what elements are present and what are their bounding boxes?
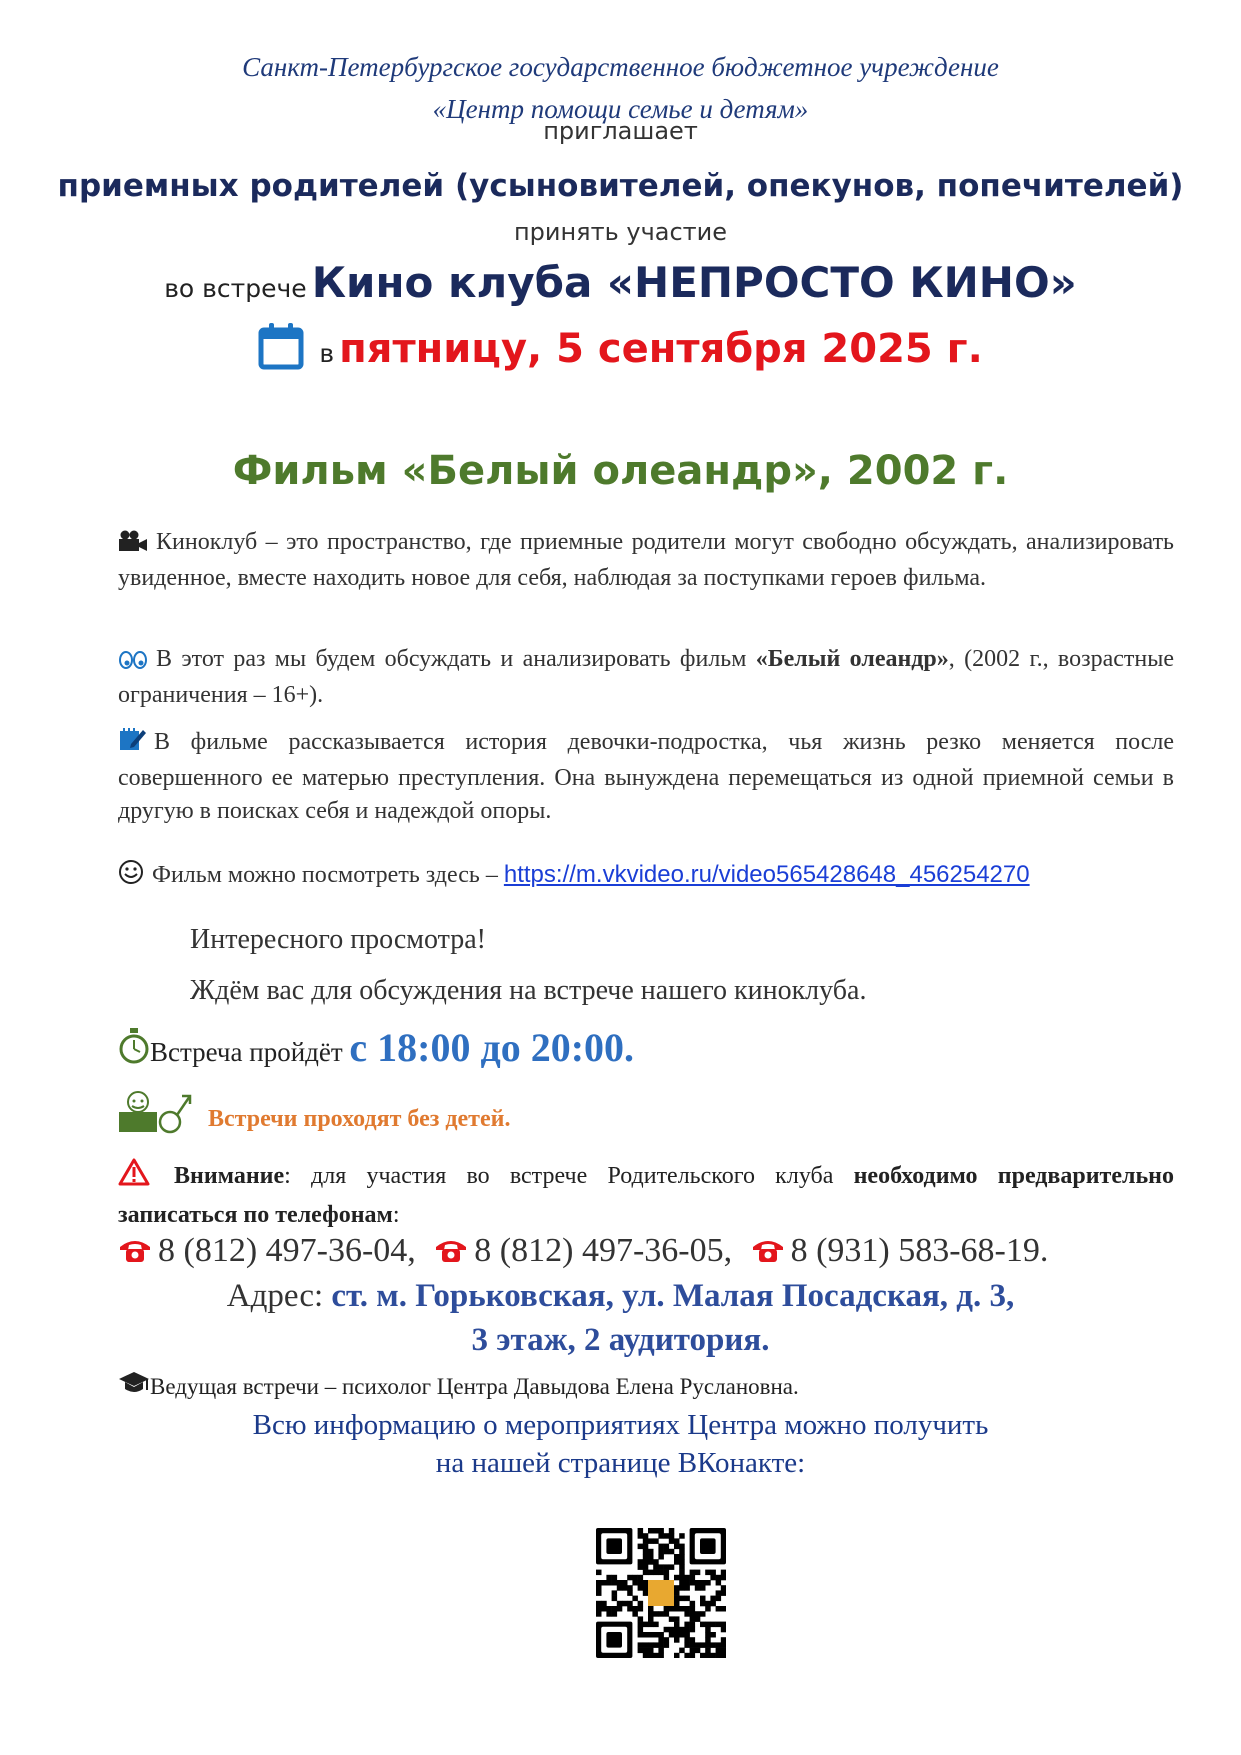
time-line [118, 1024, 634, 1072]
phone-1 [118, 1232, 424, 1269]
time-value: с 18:00 до 20:00. [349, 1025, 635, 1070]
org-line-2: «Центр помощи семье и детям» [432, 94, 809, 124]
eyes-icon [118, 646, 148, 679]
family-no-kids-icon [118, 1088, 198, 1139]
smiley-icon [118, 859, 144, 895]
attention-text-2: : [392, 1202, 400, 1228]
phone-2 [434, 1232, 740, 1269]
graduation-cap-icon [118, 1370, 150, 1402]
info-block [0, 1406, 1241, 1482]
invites-text: приглашает [543, 117, 698, 145]
event-date: пятницу, 5 сентября 2025 г. [339, 326, 983, 372]
wish-enjoy: Интересного просмотра! [190, 924, 486, 955]
phone-3 [751, 1232, 1049, 1269]
attention-label: Внимание [174, 1163, 285, 1189]
attention-required: необходимо предварительно записаться по телефонам [118, 1163, 1174, 1228]
address-line-2 [0, 1318, 1241, 1362]
paragraph-2-a: В этот раз мы будем обсуждать и анализировать фильм [156, 646, 756, 672]
phone-icon [118, 1234, 152, 1272]
audience-text: приемных родителей (усыновителей, опекунов, попечителей) [57, 168, 1184, 204]
paragraph-3-text: В фильме рассказывается история девочки-подростка, чья жизнь резко меняется после совершенного ее матерью преступления. Она вынуждена перемещаться из одной приемной семьи в другую в поисках себя и надеждой опоры. [118, 729, 1174, 824]
film-video-link[interactable]: https://m.vkvideo.ru/video565428648_456254270 [503, 861, 1030, 888]
host-text: Ведущая встречи – психолог Центра Давыдова Елена Руслановна. [150, 1374, 799, 1399]
meeting-prefix: во встрече [164, 274, 307, 303]
take-part-text: принять участие [513, 218, 728, 246]
time-prefix: Встреча пройдёт [150, 1037, 343, 1067]
phone-icon [751, 1234, 785, 1272]
club-name: Кино клуба «НЕПРОСТО КИНО» [311, 258, 1077, 307]
phone-3-number: 8 (931) 583-68-19. [790, 1232, 1049, 1269]
no-kids-notice: Встречи проходят без детей. [208, 1106, 511, 1132]
address-floor: 3 этаж, 2 аудитория. [471, 1322, 770, 1358]
phone-1-number: 8 (812) 497-36-04, [158, 1232, 416, 1269]
date-line [0, 322, 1241, 374]
address-label: Адрес: [226, 1278, 324, 1314]
movie-camera-icon [118, 529, 148, 562]
paragraph-2-film: «Белый олеандр» [755, 646, 949, 672]
paragraph-this-time [118, 643, 1174, 712]
paragraph-2-b: , (2002 г., возрастные ограничения – 16+). [118, 646, 1174, 708]
phone-2-number: 8 (812) 497-36-05, [474, 1232, 733, 1269]
wish-discussion: Ждём вас для обсуждения на встрече нашего киноклуба. [190, 975, 867, 1006]
warning-icon [118, 1158, 150, 1197]
calendar-icon [258, 322, 304, 374]
stopwatch-icon [118, 1027, 150, 1072]
phone-icon [434, 1234, 468, 1272]
info-line-1: Всю информацию о мероприятиях Центра можно получить [252, 1409, 989, 1441]
address-street: ст. м. Горьковская, ул. Малая Посадская, д. 3, [331, 1278, 1015, 1314]
attention-block [118, 1158, 1174, 1233]
attention-text-1: : для участия во встрече Родительского клуба [284, 1163, 854, 1189]
watch-prefix: Фильм можно посмотреть здесь – [152, 862, 504, 888]
vk-qr-code[interactable] [596, 1528, 726, 1658]
paragraph-1-text: Киноклуб – это пространство, где приемные родители могут свободно обсуждать, анализировать увиденное, вместе находить новое для себя, наблюдая за поступками героев фильма. [118, 529, 1174, 591]
info-line-2: на нашей странице ВКонакте: [435, 1447, 806, 1479]
paragraph-plot [118, 726, 1174, 828]
watch-line [118, 858, 1174, 895]
address-block [0, 1274, 1241, 1362]
org-line-1: Санкт-Петербургское государственное бюджетное учреждение [242, 52, 999, 82]
film-title: Фильм «Белый олеандр», 2002 г. [232, 448, 1009, 494]
address-line-1 [0, 1274, 1241, 1318]
notepad-pencil-icon [118, 726, 146, 762]
paragraph-cinema-club [118, 526, 1174, 595]
date-prefix: в [319, 339, 335, 368]
host-line [118, 1370, 799, 1402]
meeting-line [0, 258, 1241, 307]
phones-line [118, 1232, 1048, 1272]
